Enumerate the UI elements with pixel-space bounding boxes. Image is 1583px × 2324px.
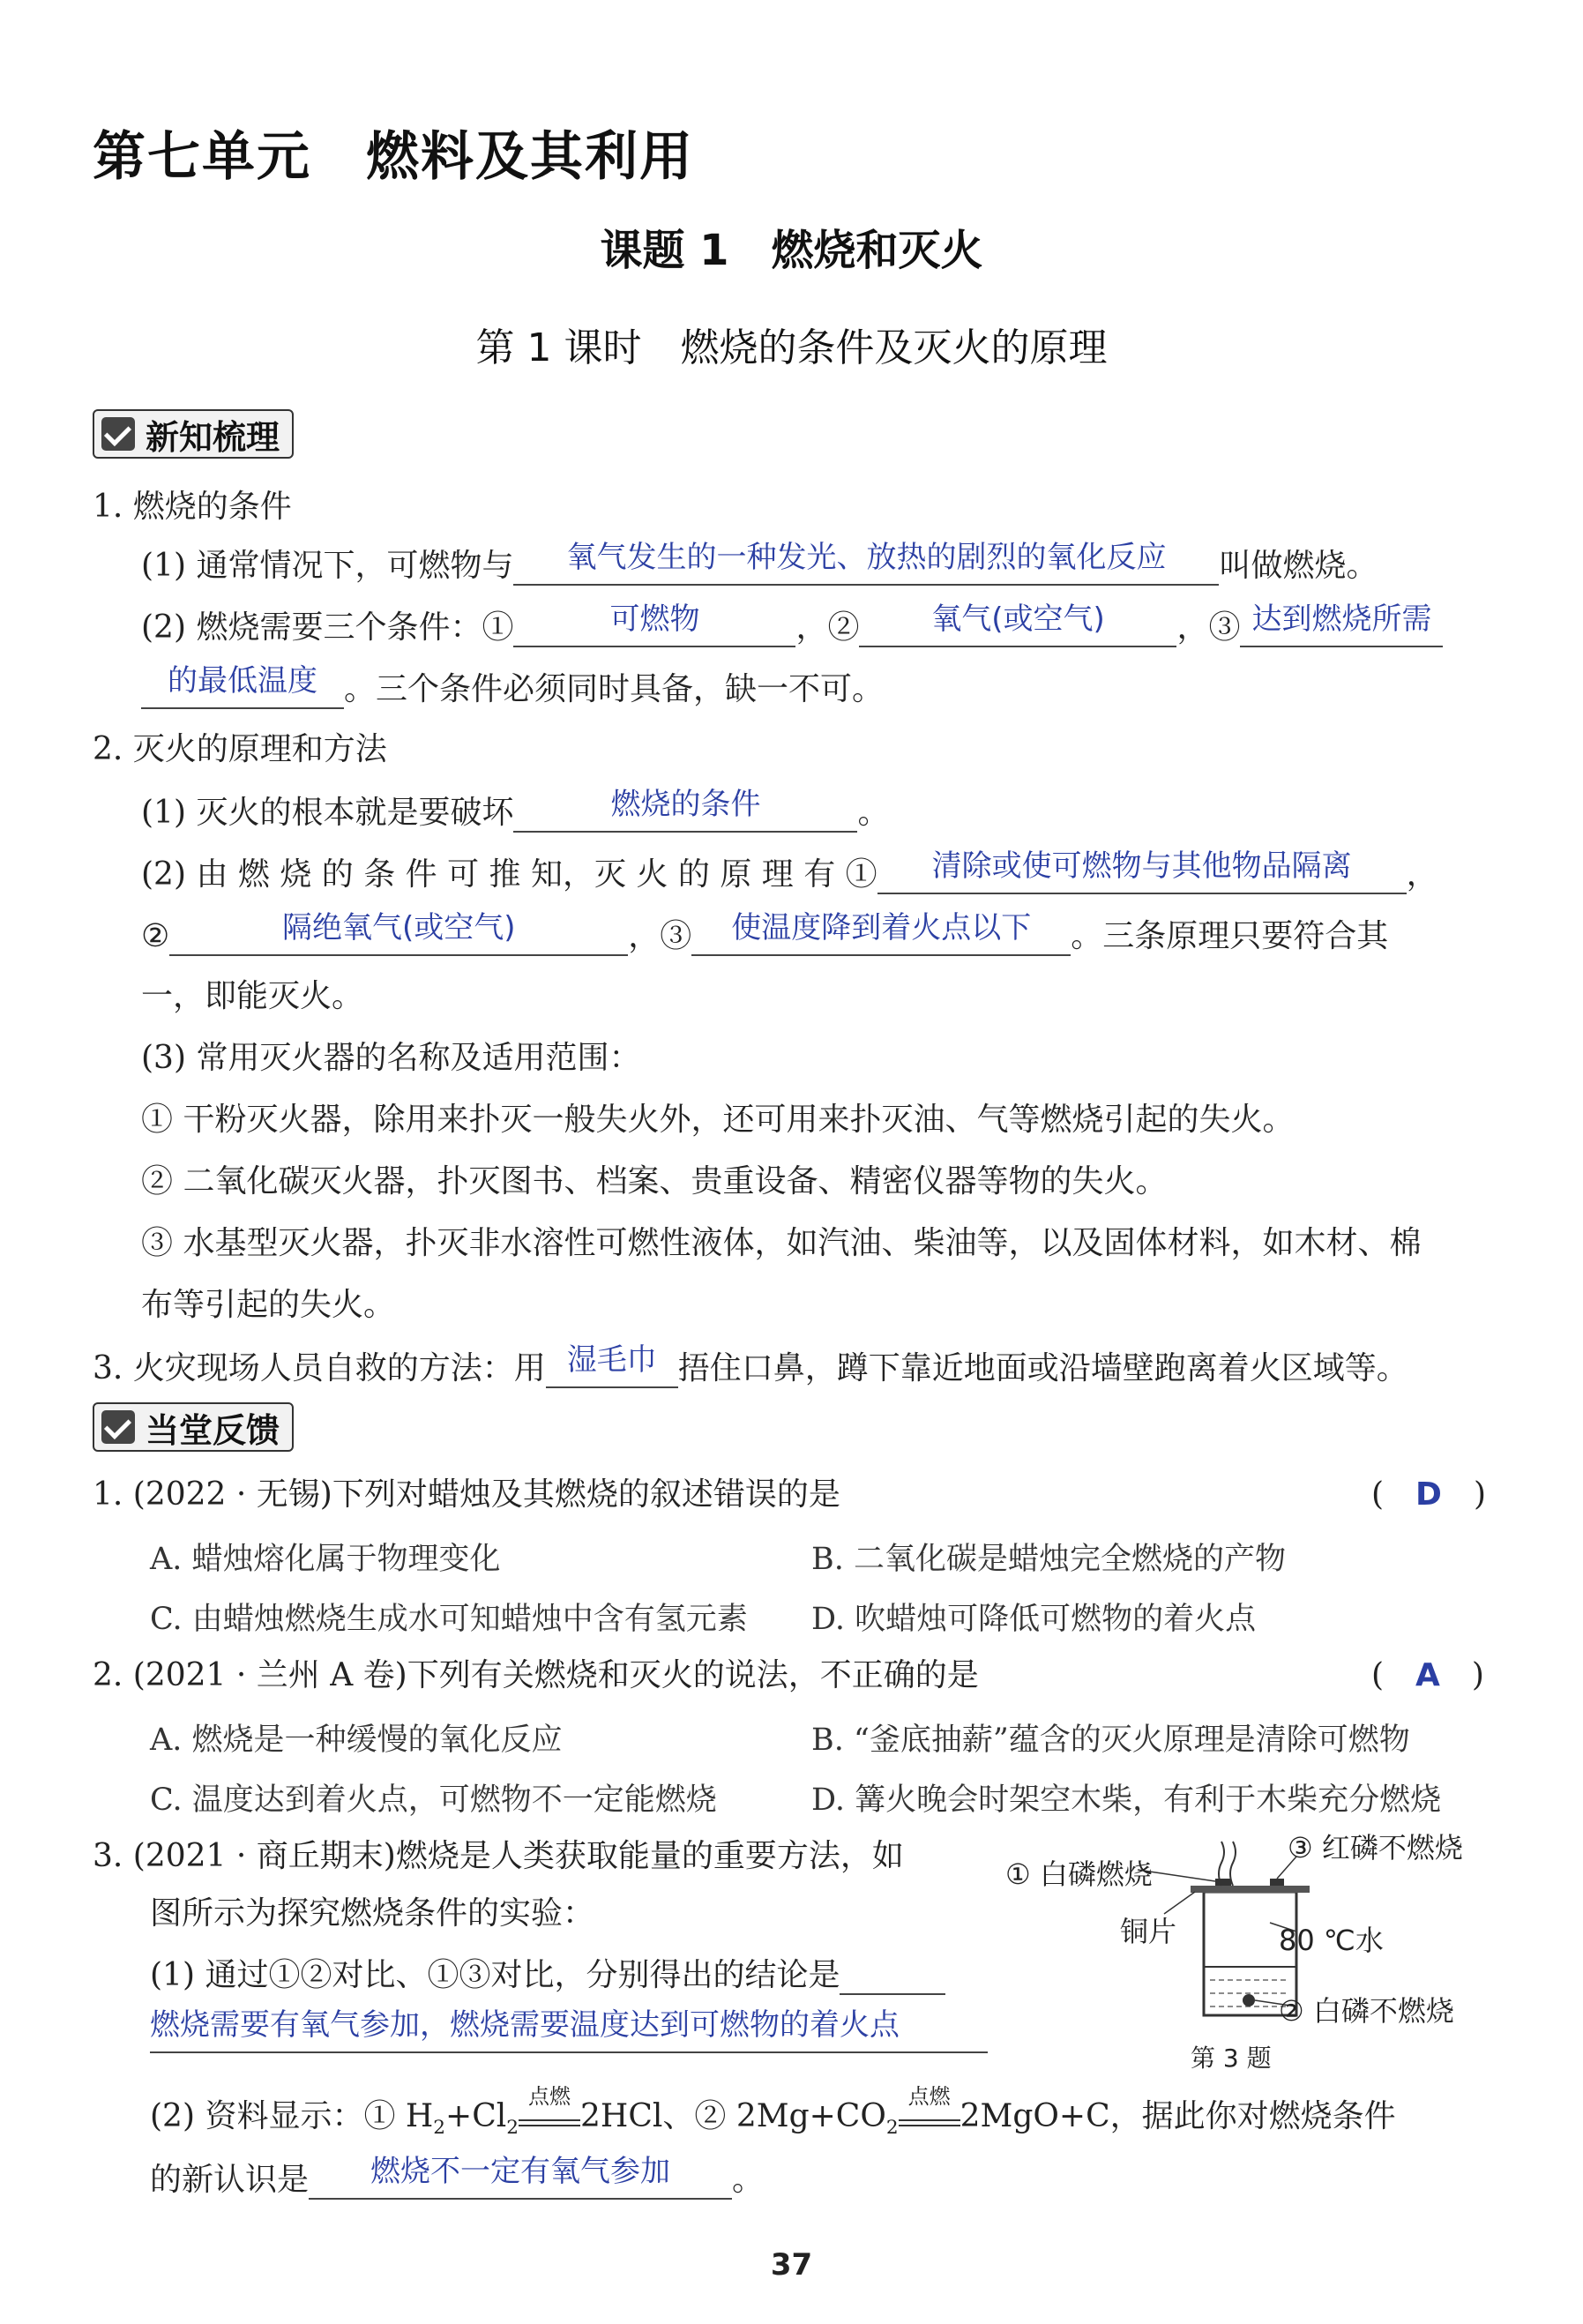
label-white-phosphorus-underwater: ② 白磷不燃烧 [1279, 1994, 1454, 2028]
page-number: 37 [770, 2247, 813, 2283]
s1q2-3-c1: ③ 水基型灭火器，扑灭非水溶性可燃性液体，如汽油、柴油等，以及固体材料，如木材、棉 [141, 1225, 1422, 1261]
s1q1-2-cont: 的最低温度 。三个条件必须同时具备，缺一不可。 [141, 669, 884, 709]
q1-answer-box: ( D ) [1371, 1476, 1486, 1513]
s1q1-2: (2) 燃烧需要三个条件：① 可燃物 ，② 氧气(或空气) ，③ 达到燃烧所需 [141, 607, 1443, 647]
q2-option-d: D. 篝火晚会时架空木柴，有利于木柴充分燃烧 [811, 1782, 1442, 1818]
checkbox-icon [101, 417, 135, 451]
s1q1-1: (1) 通常情况下，可燃物与 氧气发生的一种发光、放热的剧烈的氧化反应 叫做燃烧。 [141, 540, 1378, 584]
q2-answer-box: ( A ) [1371, 1657, 1484, 1693]
q3-stem-2: 图所示为探究燃烧条件的实验： [150, 1895, 595, 1932]
checkbox-icon [101, 1410, 135, 1444]
label-copper-sheet: 铜片 [1120, 1915, 1177, 1948]
unit-title: 第七单元 燃料及其利用 [93, 126, 694, 188]
q3-figure [1005, 1826, 1499, 2073]
lesson-title: 课题 1 燃烧和灭火 [600, 226, 983, 275]
s1q2-3-c2: 布等引起的失火。 [141, 1287, 396, 1323]
s1q2-title: 2. 灭火的原理和方法 [93, 731, 387, 767]
q1-option-c: C. 由蜡烛燃烧生成水可知蜡烛中含有氢元素 [150, 1602, 748, 1637]
s1q2-1: (1) 灭火的根本就是要破坏 燃烧的条件 。 [141, 787, 890, 831]
q3-2-cont: 的新认识是 燃烧不一定有氧气参加 。 [150, 2154, 765, 2198]
q2-option-b: B. “釜底抽薪”蕴含的灭火原理是清除可燃物 [811, 1722, 1410, 1758]
s1q2-2-cont2: 一，即能灭火。 [141, 978, 364, 1014]
equation-condition: 点燃 [519, 2104, 580, 2126]
label-white-phosphorus-burning: ① 白磷燃烧 [1005, 1857, 1153, 1891]
section-tag-feedback [93, 1402, 294, 1452]
q3-1: (1) 通过①②对比、①③对比，分别得出的结论是 [150, 1956, 945, 1995]
q3-1-answer-line: 燃烧需要有氧气参加，燃烧需要温度达到可燃物的着火点 [150, 2013, 988, 2053]
section-tag-new-knowledge [93, 409, 294, 459]
period-title: 第 1 课时 燃烧的条件及灭火的原理 [475, 325, 1108, 370]
q1-option-d: D. 吹蜡烛可降低可燃物的着火点 [811, 1602, 1257, 1637]
s1q1-title: 1. 燃烧的条件 [93, 489, 292, 525]
equation-condition: 点燃 [899, 2104, 960, 2126]
q3-2: (2) 资料显示：① $H_2+Cl_2$ 点燃 2HCl、② $2Mg+CO_2$ 点燃 2MgO+C，据此你对燃烧条件 [150, 2084, 1396, 2140]
q1-option-a: A. 蜡烛熔化属于物理变化 [150, 1542, 501, 1577]
answer: 氧气发生的一种发光、放热的剧烈的氧化反应 [566, 540, 1167, 575]
s1q2-2-cont: ② 隔绝氧气(或空气) ，③ 使温度降到着火点以下 。三条原理只要符合其 [141, 910, 1389, 954]
q2-stem: 2. (2021 · 兰州 A 卷)下列有关燃烧和灭火的说法，不正确的是 [93, 1657, 979, 1693]
label-red-phosphorus: ③ 红磷不燃烧 [1288, 1831, 1463, 1864]
s1q3: 3. 火灾现场人员自救的方法：用 湿毛巾 捂住口鼻，蹲下靠近地面或沿墙壁跑离着火区域等。 [93, 1342, 1408, 1386]
s1q2-3-b: ② 二氧化碳灭火器，扑灭图书、档案、贵重设备、精密仪器等物的失火。 [141, 1163, 1168, 1199]
q3-stem-1: 3. (2021 · 商丘期末)燃烧是人类获取能量的重要方法，如 [93, 1838, 904, 1874]
q1-stem: 1. (2022 · 无锡)下列对蜡烛及其燃烧的叙述错误的是 [93, 1476, 840, 1513]
q2-option-c: C. 温度达到着火点，可燃物不一定能燃烧 [150, 1782, 717, 1818]
s1q2-2: (2) 由 燃 烧 的 条 件 可 推 知，灭 火 的 原 理 有 ① 清除或使可燃物与其他物品隔离 ， [141, 848, 1438, 893]
s1q2-3: (3) 常用灭火器的名称及适用范围： [141, 1040, 641, 1076]
s1q2-3-a: ① 干粉灭火器，除用来扑灭一般失火外，还可用来扑灭油、气等燃烧引起的失火。 [141, 1102, 1295, 1138]
figure-caption: 第 3 题 [1191, 2044, 1272, 2073]
label-hot-water: 80 ℃水 [1279, 1924, 1384, 1957]
q1-option-b: B. 二氧化碳是蜡烛完全燃烧的产物 [811, 1542, 1286, 1577]
section-label: 新知梳理 [146, 417, 280, 457]
q2-option-a: A. 燃烧是一种缓慢的氧化反应 [150, 1722, 563, 1758]
section-label: 当堂反馈 [146, 1410, 280, 1450]
